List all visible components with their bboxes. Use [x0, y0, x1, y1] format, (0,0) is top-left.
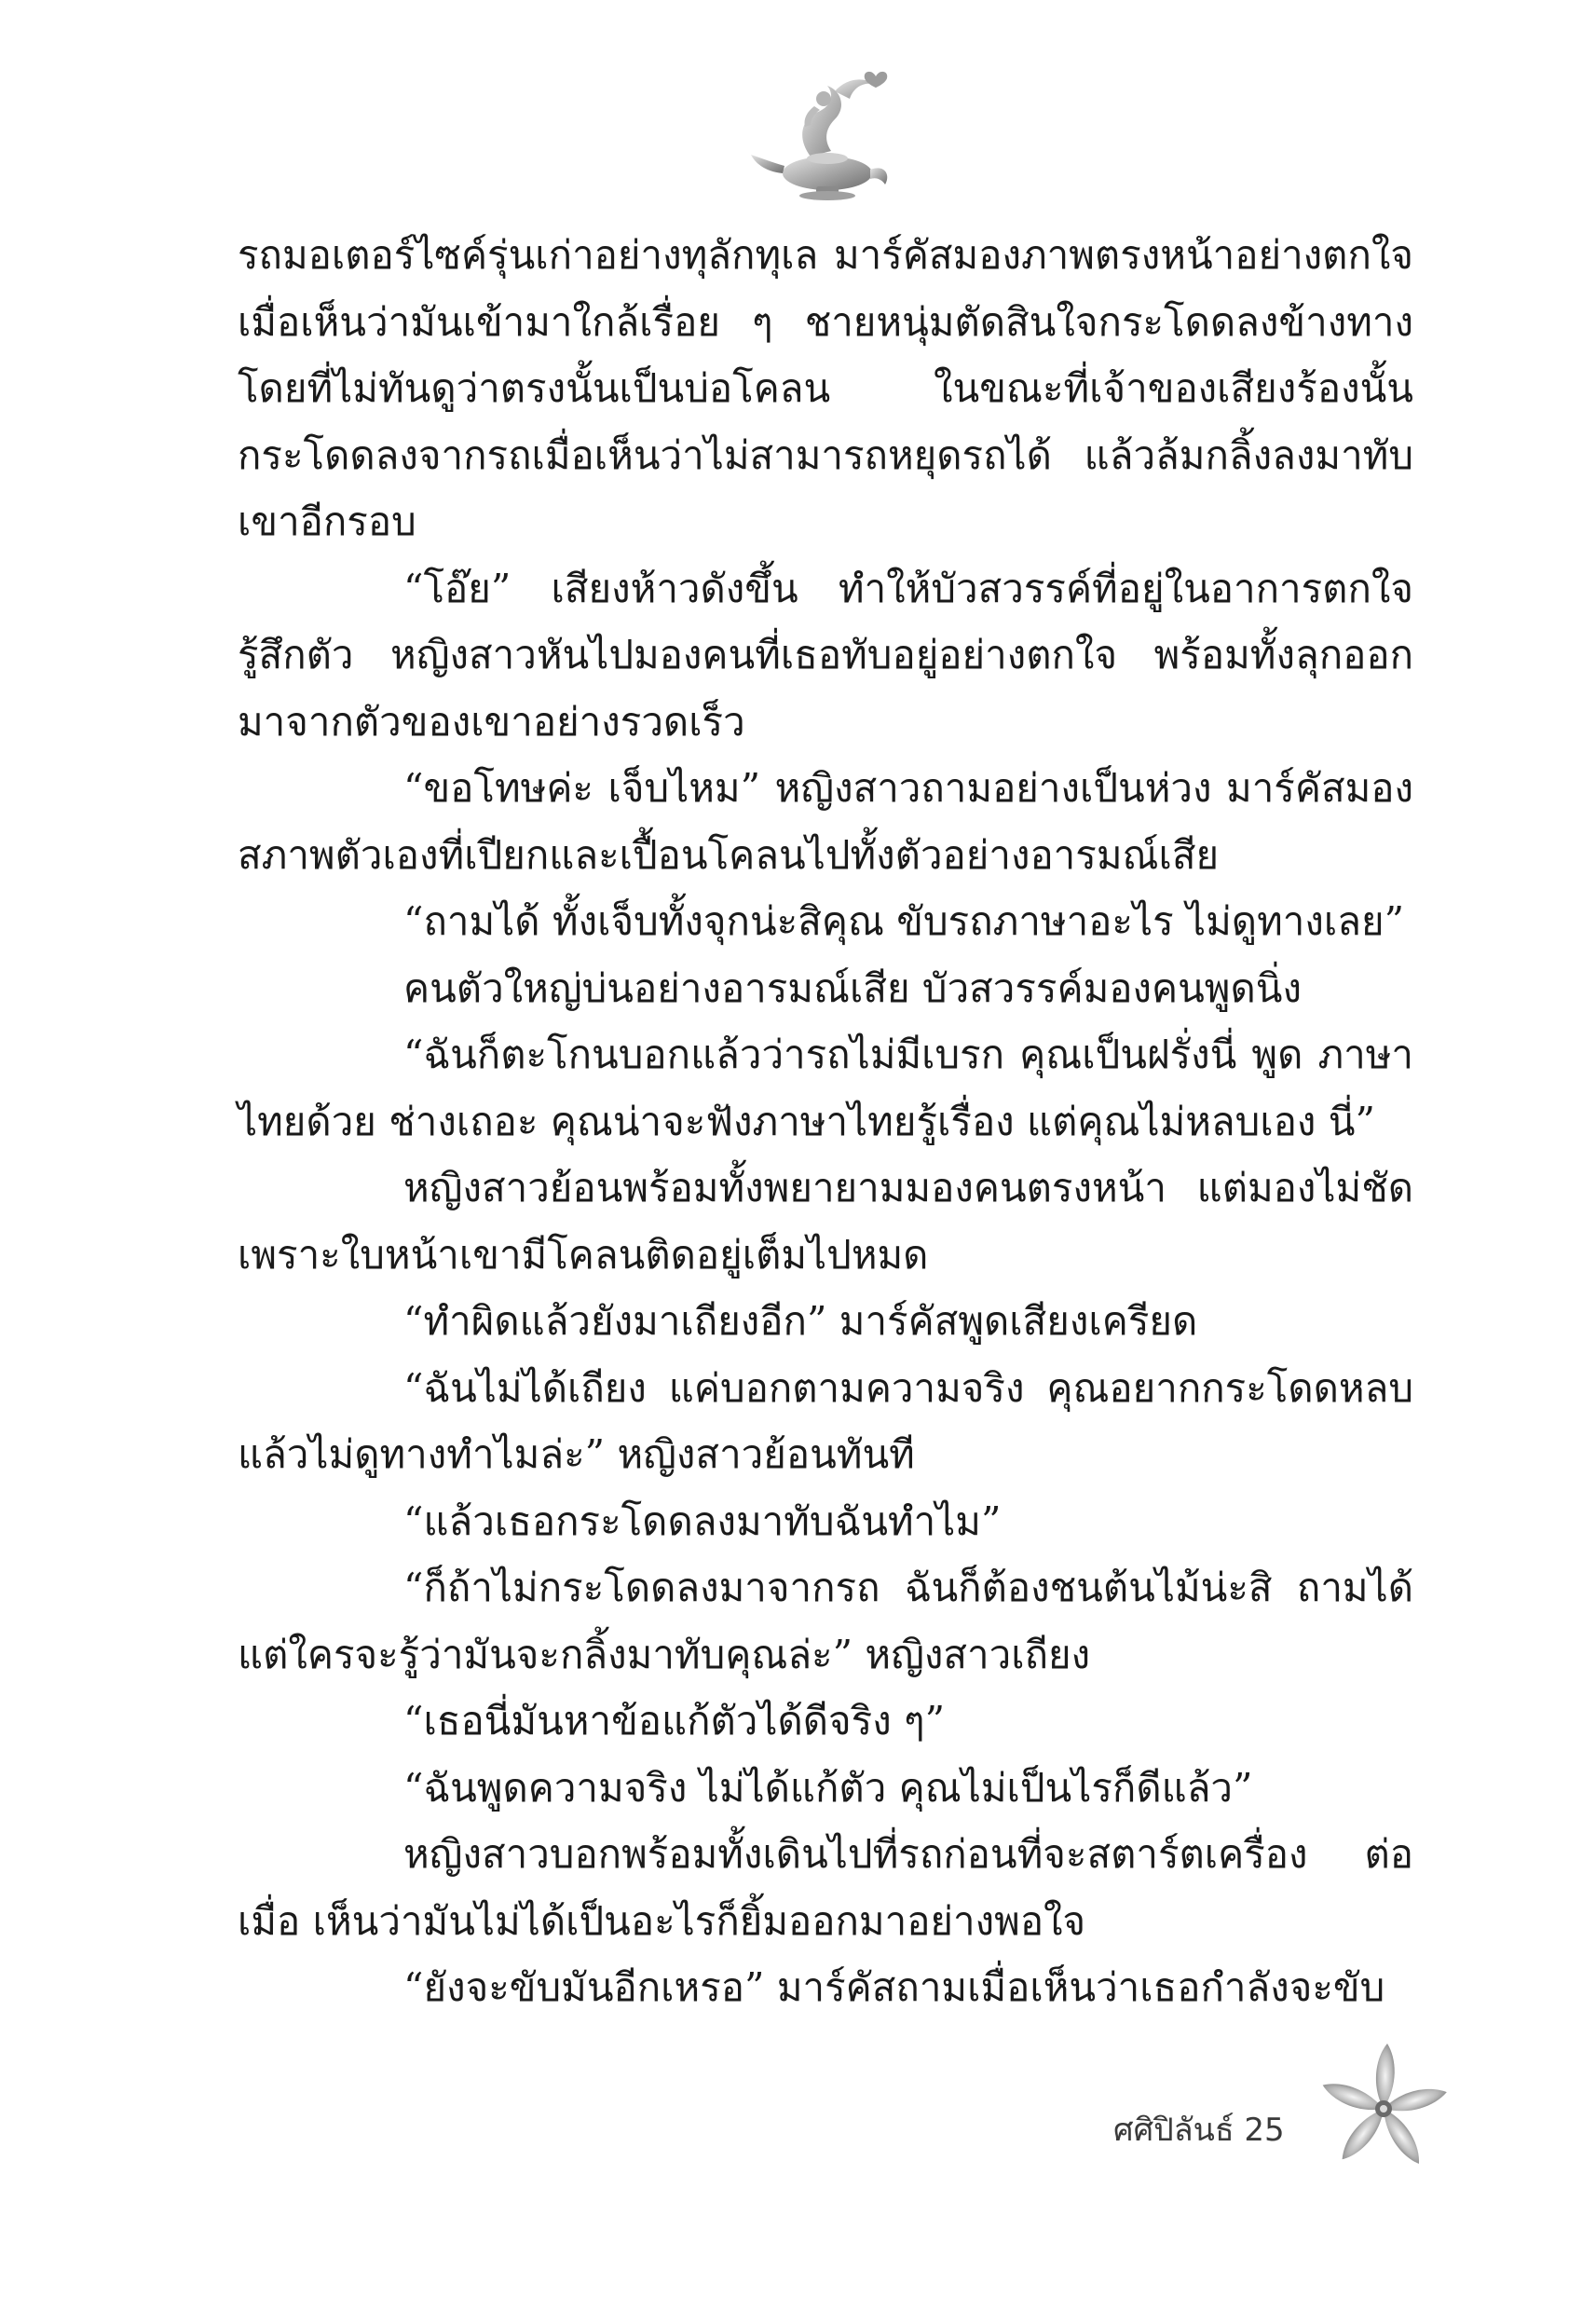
paragraph: คนตัวใหญ่บ่นอย่างอารมณ์เสีย บัวสวรรค์มองคนพูดนิ่ง [403, 964, 1302, 1011]
genie-lamp-icon [745, 54, 904, 212]
paragraph: “ทำผิดแล้วยังมาเถียงอีก” มาร์คัสพูดเสียงเครียด [403, 1298, 1198, 1344]
paragraph: “ฉันไม่ได้เถียง แค่บอกตามความจริง คุณอยากกระโดดหลบ แล้วไม่ดูทางทำไมล่ะ” หญิงสาวย้อนทันที [238, 1364, 1413, 1477]
paragraph: “แล้วเธอกระโดดลงมาทับฉันทำไม” [403, 1497, 1002, 1544]
page-footer-label: ศศิปิลันธ์ 25 [1113, 2112, 1285, 2149]
flower-ornament-icon [1314, 2036, 1453, 2176]
paragraph: หญิงสาวบอกพร้อมทั้งเดินไปที่รถก่อนที่จะสตาร์ตเครื่อง ต่อเมื่อ เห็นว่ามันไม่ได้เป็นอะไรก็ยิ้มออกมาอย่างพอใจ [238, 1831, 1413, 1944]
paragraph: “ยังจะขับมันอีกเหรอ” มาร์คัสถามเมื่อเห็นว่าเธอกำลังจะขับ [403, 1964, 1385, 2010]
paragraph: “ฉันพูดความจริง ไม่ได้แก้ตัว คุณไม่เป็นไรก็ดีแล้ว” [403, 1764, 1253, 1811]
paragraph: “ก็ถ้าไม่กระโดดลงมาจากรถ ฉันก็ต้องชนต้นไม้น่ะสิ ถามได้ แต่ใครจะรู้ว่ามันจะกลิ้งมาทับคุณล่ะ” หญิงสาวเถียง [238, 1565, 1413, 1677]
body-text [238, 222, 1413, 2021]
paragraph: “เธอนี่มันหาข้อแก้ตัวได้ดีจริง ๆ” [403, 1698, 946, 1744]
paragraph: “ฉันก็ตะโกนบอกแล้วว่ารถไม่มีเบรก คุณเป็นฝรั่งนี่ พูด ภาษาไทยด้วย ช่างเถอะ คุณน่าจะฟังภาษาไทยรู้เรื่อง แต่คุณไม่หลบเอง นี่” [238, 1032, 1413, 1144]
paragraph: “ถามได้ ทั้งเจ็บทั้งจุกน่ะสิคุณ ขับรถภาษาอะไร ไม่ดูทางเลย” [403, 898, 1405, 944]
paragraph: “ขอโทษค่ะ เจ็บไหม” หญิงสาวถามอย่างเป็นห่วง มาร์คัสมอง สภาพตัวเองที่เปียกและเปื้อนโคลนไปทั้งตัวอย่างอารมณ์เสีย [238, 765, 1413, 878]
paragraph: รถมอเตอร์ไซค์รุ่นเก่าอย่างทุลักทุเล มาร์คัสมองภาพตรงหน้าอย่างตกใจ เมื่อเห็นว่ามันเข้ามาใกล้เรื่อย ๆ ชายหนุ่มตัดสินใจกระโดดลงข้างทาง โดยที่ไม่ทันดูว่าตรงนั้นเป็นบ่อโคลน ในขณะที่เจ้าของเสียงร้องนั้น กระโดดลงจากรถเมื่อเห็นว่าไม่สามารถหยุดรถได้ แล้วล้มกลิ้งลงมาทับ เขาอีกรอบ [238, 232, 1413, 544]
paragraph: “โอ๊ย” เสียงห้าวดังขึ้น ทำให้บัวสวรรค์ที่อยู่ในอาการตกใจ รู้สึกตัว หญิงสาวหันไปมองคนที่เธอทับอยู่อย่างตกใจ พร้อมทั้งลุกออก มาจากตัวของเขาอย่างรวดเร็ว [238, 565, 1413, 745]
paragraph: หญิงสาวย้อนพร้อมทั้งพยายามมองคนตรงหน้า แต่มองไม่ชัด เพราะใบหน้าเขามีโคลนติดอยู่เต็มไปหมด [238, 1165, 1413, 1278]
